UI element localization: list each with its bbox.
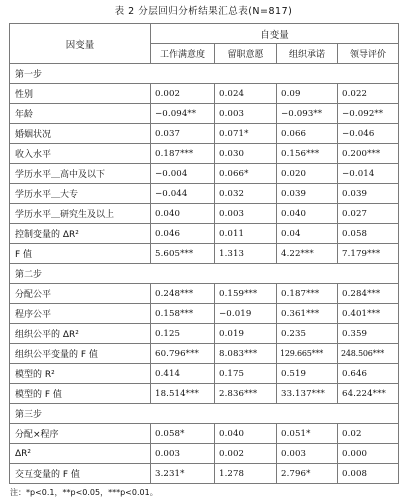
section-row xyxy=(10,64,399,84)
table-cell: 0.200*** xyxy=(338,144,399,164)
regression-table xyxy=(9,23,399,484)
table-cell: 2.796* xyxy=(277,464,338,484)
section-row xyxy=(10,264,399,284)
table-cell: 0.008 xyxy=(338,464,399,484)
column-header-job-satisfaction: 工作满意度 xyxy=(151,44,215,64)
row-label: 分配公平 xyxy=(10,284,151,304)
table-cell: 0.002 xyxy=(215,444,277,464)
table-cell: 129.665*** xyxy=(277,344,338,364)
table-cell: 18.514*** xyxy=(151,384,215,404)
table-cell: 0.066 xyxy=(277,124,338,144)
table-cell: 33.137*** xyxy=(277,384,338,404)
table-cell: 0.032 xyxy=(215,184,277,204)
table-cell: −0.044 xyxy=(151,184,215,204)
table-cell: 5.605*** xyxy=(151,244,215,264)
table-cell: 0.003 xyxy=(277,444,338,464)
table-cell: 0.000 xyxy=(338,444,399,464)
table-cell: 0.159*** xyxy=(215,284,277,304)
table-cell: −0.092** xyxy=(338,104,399,124)
table-cell: 0.040 xyxy=(277,204,338,224)
row-label: 组织公平的 ΔR² xyxy=(10,324,151,344)
table-cell: 1.313 xyxy=(215,244,277,264)
table-cell: 0.039 xyxy=(277,184,338,204)
table-row xyxy=(10,364,399,384)
table-cell: 3.231* xyxy=(151,464,215,484)
table-cell: −0.093** xyxy=(277,104,338,124)
row-label: 学历水平＿研究生及以上 xyxy=(10,204,151,224)
table-row xyxy=(10,124,399,144)
table-cell: −0.094** xyxy=(151,104,215,124)
table-body xyxy=(10,64,399,484)
table-cell: −0.046 xyxy=(338,124,399,144)
table-row xyxy=(10,344,399,364)
table-cell: 0.401*** xyxy=(338,304,399,324)
table-cell: 0.248*** xyxy=(151,284,215,304)
table-cell: 0.030 xyxy=(215,144,277,164)
table-cell: 0.002 xyxy=(151,84,215,104)
table-row xyxy=(10,384,399,404)
table-cell: −0.019 xyxy=(215,304,277,324)
row-label: 控制变量的 ΔR² xyxy=(10,224,151,244)
table-cell: 0.058* xyxy=(151,424,215,444)
row-label: 学历水平＿大专 xyxy=(10,184,151,204)
table-cell: 0.003 xyxy=(215,104,277,124)
table-cell: 0.051* xyxy=(277,424,338,444)
table-cell: −0.004 xyxy=(151,164,215,184)
table-row xyxy=(10,184,399,204)
table-cell: 0.046 xyxy=(151,224,215,244)
table-cell: 0.003 xyxy=(151,444,215,464)
table-row xyxy=(10,244,399,264)
table-cell: 0.359 xyxy=(338,324,399,344)
table-cell: 248.506*** xyxy=(338,344,399,364)
table-cell: 0.187*** xyxy=(151,144,215,164)
row-label: 性别 xyxy=(10,84,151,104)
table-cell: 0.011 xyxy=(215,224,277,244)
table-cell: 0.187*** xyxy=(277,284,338,304)
table-row xyxy=(10,444,399,464)
table-cell: 0.039 xyxy=(338,184,399,204)
table-row xyxy=(10,324,399,344)
column-header-organizational-commitment: 组织承诺 xyxy=(277,44,338,64)
table-row xyxy=(10,304,399,324)
table-cell: 0.019 xyxy=(215,324,277,344)
table-cell: 0.361*** xyxy=(277,304,338,324)
table-row xyxy=(10,84,399,104)
table-cell: 8.083*** xyxy=(215,344,277,364)
table-cell: 2.836*** xyxy=(215,384,277,404)
column-header-leader-evaluation: 领导评价 xyxy=(338,44,399,64)
table-cell: 0.027 xyxy=(338,204,399,224)
table-cell: 0.09 xyxy=(277,84,338,104)
table-cell: 0.037 xyxy=(151,124,215,144)
table-cell: 0.519 xyxy=(277,364,338,384)
table-cell: −0.014 xyxy=(338,164,399,184)
table-cell: 7.179*** xyxy=(338,244,399,264)
table-cell: 0.646 xyxy=(338,364,399,384)
table-cell: 0.414 xyxy=(151,364,215,384)
table-cell: 0.071* xyxy=(215,124,277,144)
row-label: 程序公平 xyxy=(10,304,151,324)
table-cell: 0.284*** xyxy=(338,284,399,304)
section-label: 第三步 xyxy=(10,404,399,424)
table-cell: 0.022 xyxy=(338,84,399,104)
table-row xyxy=(10,424,399,444)
row-label: 模型的 F 值 xyxy=(10,384,151,404)
section-row xyxy=(10,404,399,424)
table-row xyxy=(10,104,399,124)
row-label: F 值 xyxy=(10,244,151,264)
row-label: 学历水平＿高中及以下 xyxy=(10,164,151,184)
table-cell: 0.040 xyxy=(215,424,277,444)
row-label: 婚姻状况 xyxy=(10,124,151,144)
section-label: 第一步 xyxy=(10,64,399,84)
section-label: 第二步 xyxy=(10,264,399,284)
table-cell: 0.125 xyxy=(151,324,215,344)
table-footnote: 注：*p<0.1，**p<0.05，***p<0.01。 xyxy=(10,488,158,497)
row-label: 分配×程序 xyxy=(10,424,151,444)
table-cell: 60.796*** xyxy=(151,344,215,364)
table-cell: 0.04 xyxy=(277,224,338,244)
table-cell: 0.175 xyxy=(215,364,277,384)
table-cell: 1.278 xyxy=(215,464,277,484)
table-cell: 4.22*** xyxy=(277,244,338,264)
table-row xyxy=(10,224,399,244)
table-cell: 0.066* xyxy=(215,164,277,184)
table-cell: 0.040 xyxy=(151,204,215,224)
table-title: 表 2 分层回归分析结果汇总表(N=817) xyxy=(114,6,293,17)
table-row xyxy=(10,284,399,304)
table-cell: 0.02 xyxy=(338,424,399,444)
independent-variable-header: 自变量 xyxy=(151,24,399,44)
row-label: 收入水平 xyxy=(10,144,151,164)
row-label: 模型的 R² xyxy=(10,364,151,384)
table-cell: 0.158*** xyxy=(151,304,215,324)
column-header-retention-intention: 留职意愿 xyxy=(215,44,277,64)
table-cell: 0.003 xyxy=(215,204,277,224)
row-label: 组织公平变量的 F 值 xyxy=(10,344,151,364)
header-row-groups xyxy=(10,24,399,44)
table-cell: 64.224*** xyxy=(338,384,399,404)
row-label: 交互变量的 F 值 xyxy=(10,464,151,484)
table-cell: 0.058 xyxy=(338,224,399,244)
table-row xyxy=(10,164,399,184)
table-cell: 0.156*** xyxy=(277,144,338,164)
table-cell: 0.235 xyxy=(277,324,338,344)
row-label: 年龄 xyxy=(10,104,151,124)
table-cell: 0.024 xyxy=(215,84,277,104)
dependent-variable-header: 因变量 xyxy=(10,24,151,64)
table-row xyxy=(10,204,399,224)
table-row xyxy=(10,144,399,164)
table-cell: 0.020 xyxy=(277,164,338,184)
table-row xyxy=(10,464,399,484)
table-header xyxy=(10,24,399,64)
row-label: ΔR² xyxy=(10,444,151,464)
